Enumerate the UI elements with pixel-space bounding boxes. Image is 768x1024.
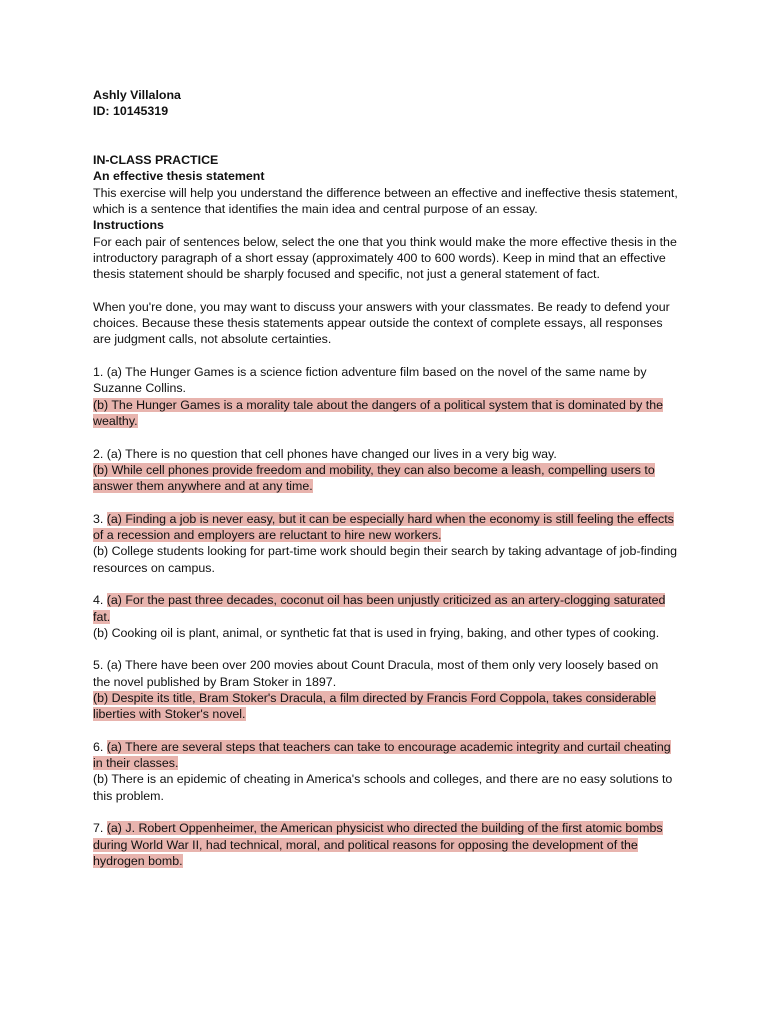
item-1-option-b	[93, 397, 678, 430]
highlight: (b) Despite its title, Bram Stoker's Dracula, a film directed by Francis Ford Coppola, takes considerable liberties with Stoker's novel.	[93, 690, 656, 722]
instructions-paragraph: For each pair of sentences below, select the one that you think would make the more effective thesis in the introductory paragraph of a short essay (approximately 400 to 600 words). Keep in mind that an effective thesis statement should be sharply focused and specific, not just a general statement of fact.	[93, 234, 677, 282]
section-title: IN-CLASS PRACTICE	[93, 153, 219, 168]
item-5-option-a: 5. (a) There have been over 200 movies about Count Dracula, most of them only very loosely based on the novel published by Bram Stoker in 1897.	[93, 658, 659, 689]
item-number: 7.	[93, 821, 107, 836]
item-number: 3.	[93, 511, 107, 526]
item-4-option-b: (b) Cooking oil is plant, animal, or synthetic fat that is used in frying, baking, and other types of cooking.	[93, 625, 660, 640]
item-6-option-b: (b) There is an epidemic of cheating in America's schools and colleges, and there are no easy solutions to this problem.	[93, 772, 673, 803]
item-6-option-a	[93, 739, 678, 772]
student-name: Ashly Villalona	[93, 88, 181, 102]
intro-paragraph: This exercise will help you understand the difference between an effective and ineffective thesis statement, which is a sentence that identifies the main idea and central purpose of an essay.	[93, 185, 678, 217]
item-5-option-b	[93, 690, 678, 723]
item-2-option-a: 2. (a) There is no question that cell phones have changed our lives in a very big way.	[93, 446, 557, 461]
instructions-heading: Instructions	[93, 218, 164, 233]
highlight: (a) There are several steps that teachers can take to encourage academic integrity and curtail cheating in their classes.	[93, 739, 671, 771]
highlight: (b) While cell phones provide freedom and mobility, they can also become a leash, compelling users to answer them anywhere and at any time.	[93, 462, 655, 494]
highlight: (a) Finding a job is never easy, but it can be especially hard when the economy is still feeling the effects of a recession and employers are reluctant to hire new workers.	[93, 511, 674, 543]
highlight: (a) For the past three decades, coconut oil has been unjustly criticized as an artery-clogging saturated fat.	[93, 593, 666, 624]
section-subtitle: An effective thesis statement	[93, 169, 265, 184]
item-number: 6.	[93, 739, 107, 754]
item-7-option-a	[93, 820, 678, 869]
highlight: (a) J. Robert Oppenheimer, the American physicist who directed the building of the first atomic bombs during World War II, had technical, moral, and political reasons for opposing the development of the hydrogen bomb.	[93, 821, 663, 868]
item-3-option-b: (b) College students looking for part-time work should begin their search by taking advantage of job-finding resources on campus.	[93, 544, 678, 575]
item-number: 4.	[93, 593, 107, 608]
discussion-paragraph: When you're done, you may want to discuss your answers with your classmates. Be ready to defend your choices. Because these thesis statements appear outside the context of complete essays, all responses are judgment calls, not absolute certainties.	[93, 299, 670, 347]
item-4-option-a	[93, 592, 678, 625]
item-1-option-a: 1. (a) The Hunger Games is a science fiction adventure film based on the novel of the same name by Suzanne Collins.	[93, 365, 647, 396]
item-2-option-b	[93, 462, 678, 495]
highlight: (b) The Hunger Games is a morality tale about the dangers of a political system that is dominated by the wealthy.	[93, 397, 664, 428]
item-3-option-a	[93, 511, 678, 544]
student-id: ID: 10145319	[93, 104, 169, 119]
